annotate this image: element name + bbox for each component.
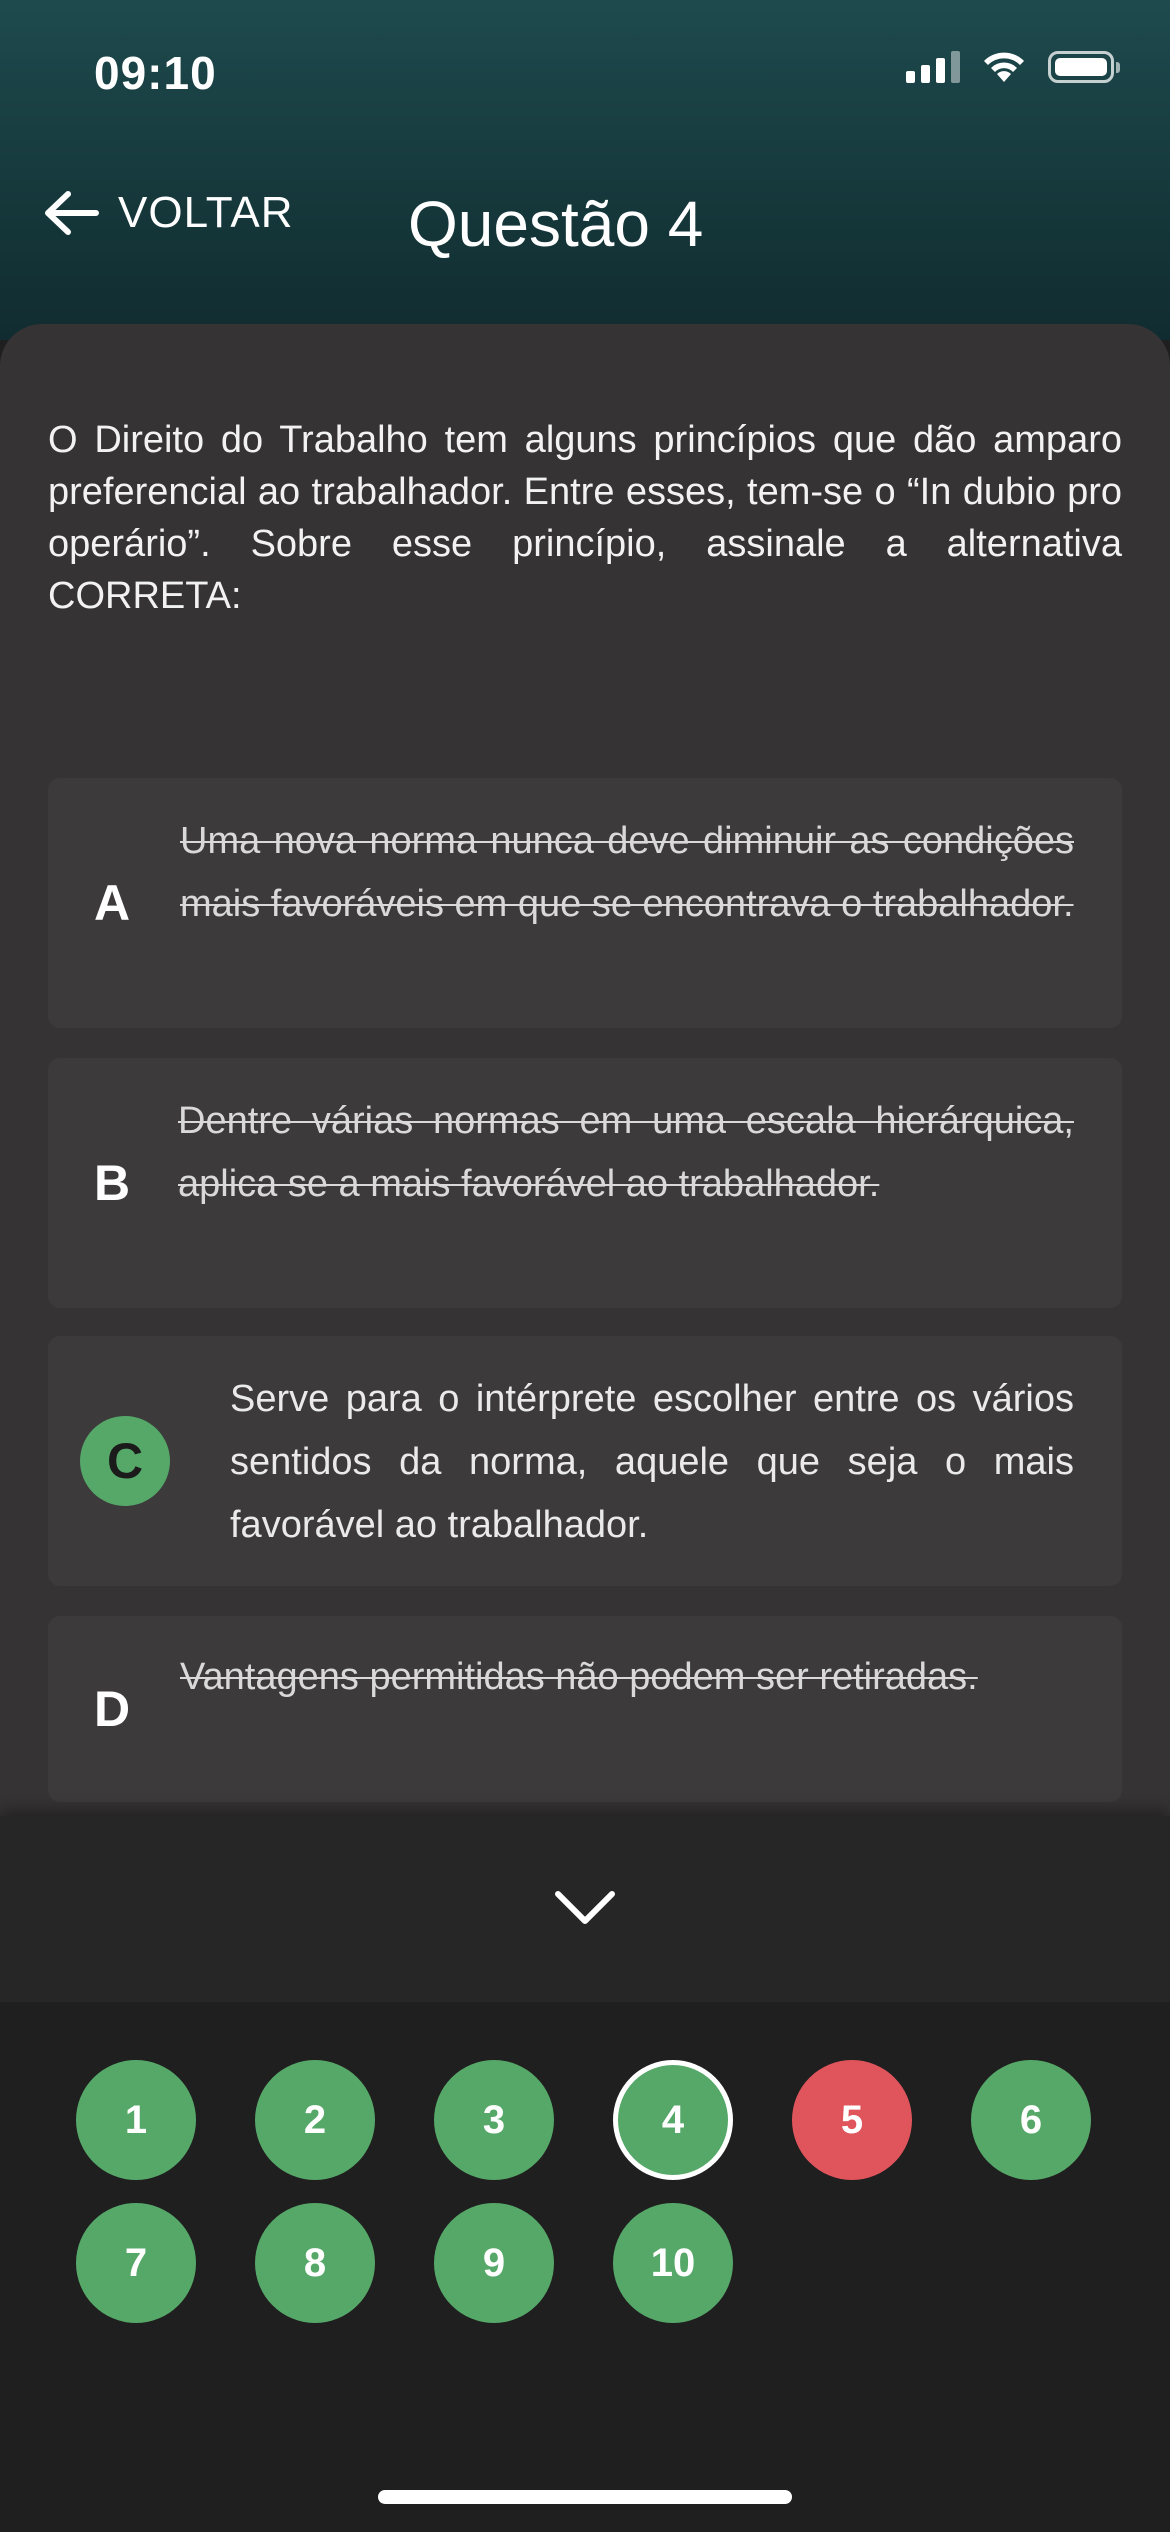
status-time: 09:10 <box>94 47 217 99</box>
option-a[interactable] <box>48 778 1122 1028</box>
question-button-6[interactable]: 6 <box>971 2060 1091 2180</box>
battery-icon <box>1048 51 1114 83</box>
question-button-3[interactable]: 3 <box>434 2060 554 2180</box>
question-button-1[interactable]: 1 <box>76 2060 196 2180</box>
status-icons <box>906 50 1114 84</box>
question-button-7[interactable]: 7 <box>76 2203 196 2323</box>
option-letter: D <box>93 1681 131 1737</box>
option-d[interactable] <box>48 1616 1122 1802</box>
option-b[interactable] <box>48 1058 1122 1308</box>
option-letter: A <box>93 875 131 931</box>
question-button-9[interactable]: 9 <box>434 2203 554 2323</box>
option-text: Uma nova norma nunca deve diminuir as condições mais favoráveis em que se encontrava o trabalhador. <box>180 820 1074 925</box>
option-letter: B <box>93 1155 131 1211</box>
question-button-10[interactable]: 10 <box>613 2203 733 2323</box>
wifi-icon <box>982 50 1026 84</box>
option-text: Vantagens permitidas não podem ser retiradas. <box>180 1656 978 1698</box>
collapse-navigator-button[interactable] <box>547 1870 623 1946</box>
home-indicator[interactable] <box>378 2490 792 2504</box>
question-button-8[interactable]: 8 <box>255 2203 375 2323</box>
chevron-down-icon <box>554 1888 616 1928</box>
question-button-2[interactable]: 2 <box>255 2060 375 2180</box>
option-text: Serve para o intérprete escolher entre os vários sentidos da norma, aquele que seja o mais favorável ao trabalhador. <box>230 1378 1074 1546</box>
page-title: Questão 4 <box>408 188 704 260</box>
header <box>0 0 1170 340</box>
arrow-left-icon <box>42 188 100 238</box>
cellular-signal-icon <box>906 51 960 83</box>
back-button[interactable] <box>42 188 294 238</box>
question-button-4-current[interactable]: 4 <box>613 2060 733 2180</box>
option-letter-correct: C <box>48 1336 176 1586</box>
option-c[interactable] <box>48 1336 1122 1586</box>
option-text: Dentre várias normas em uma escala hierárquica, aplica se a mais favorável ao trabalhador. <box>178 1100 1074 1205</box>
back-label: VOLTAR <box>118 188 294 237</box>
question-text: O Direito do Trabalho tem alguns princípios que dão amparo preferencial ao trabalhador. Entre esses, tem-se o “In dubio pro operário”. Sobre esse princípio, assinale a alternativa CORRETA: <box>48 419 1122 617</box>
question-button-5[interactable]: 5 <box>792 2060 912 2180</box>
